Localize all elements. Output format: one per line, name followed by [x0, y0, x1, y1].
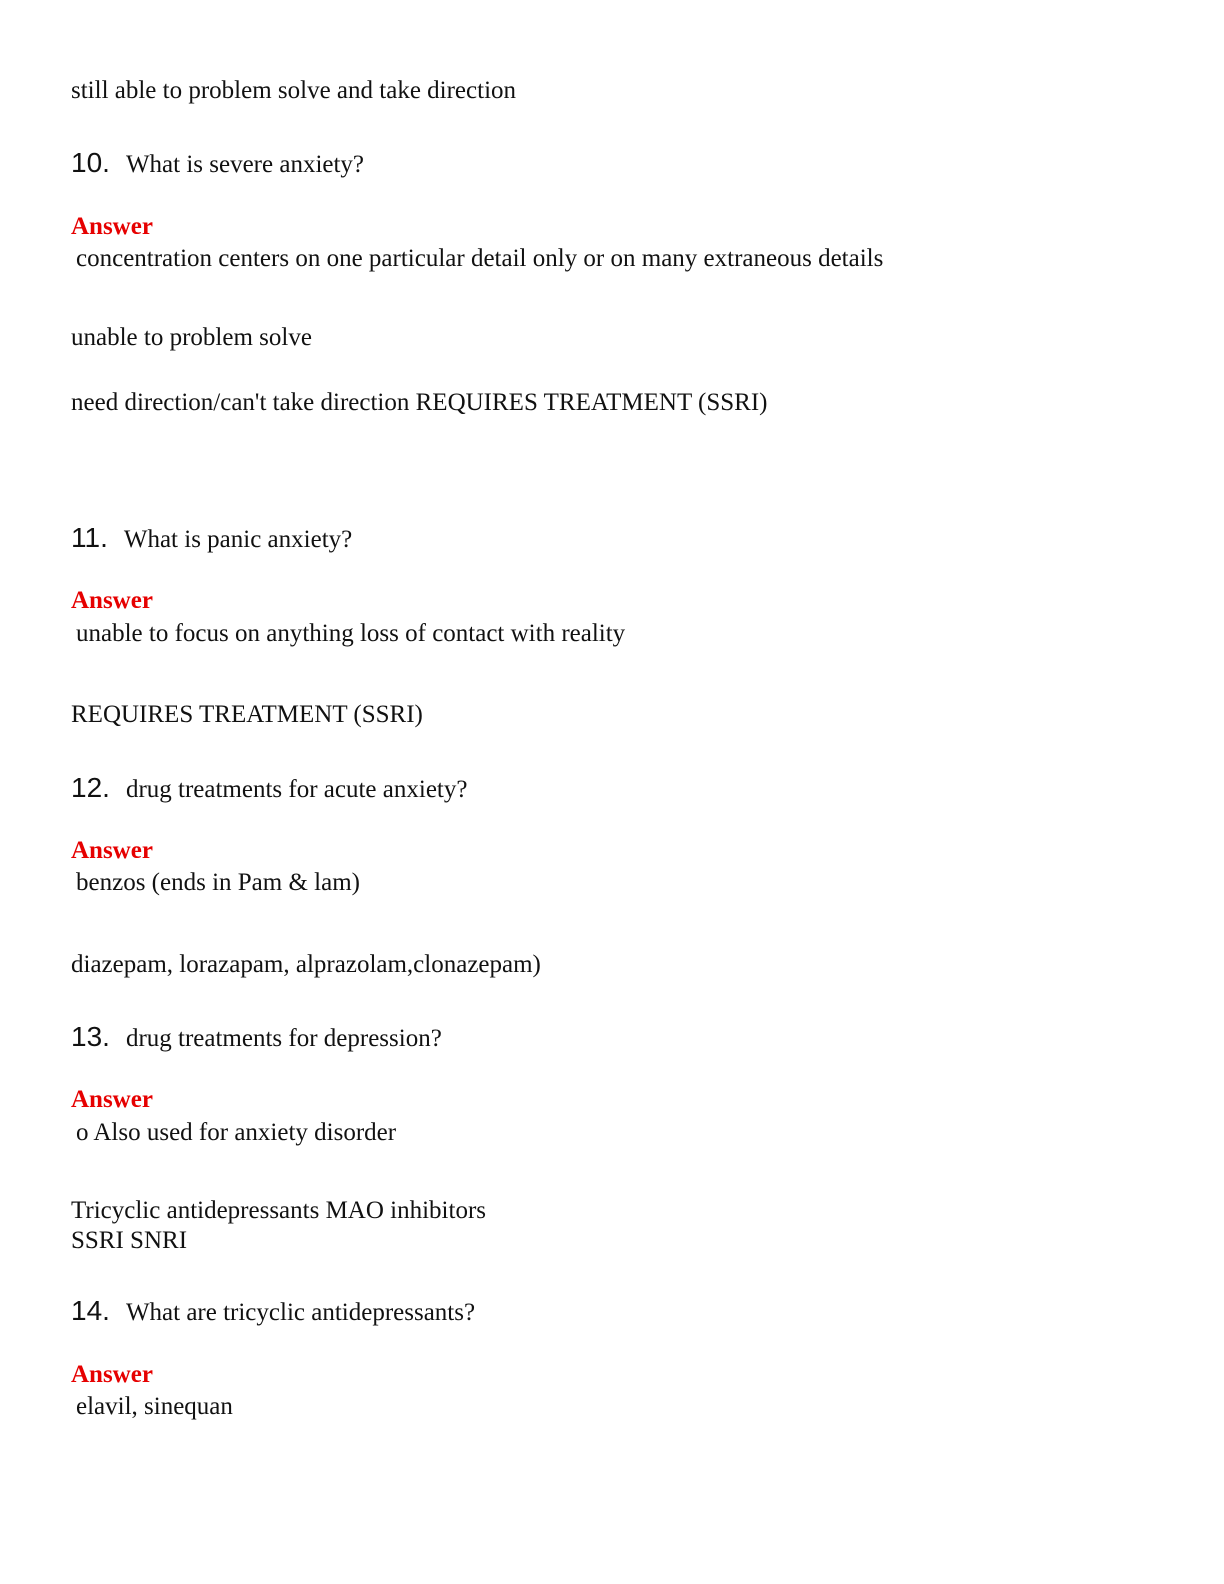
question-12 — [71, 773, 467, 805]
question-11 — [71, 523, 352, 555]
body-text: REQUIRES TREATMENT (SSRI) — [71, 701, 423, 728]
question-10 — [71, 148, 364, 180]
answer-label: Answer — [71, 213, 153, 240]
question-14 — [71, 1296, 475, 1328]
answer-label: Answer — [71, 837, 153, 864]
question-text: What is severe anxiety? — [125, 151, 365, 178]
answer-text: concentration centers on one particular detail only or on many extraneous details — [76, 245, 884, 272]
answer-text: elavil, sinequan — [76, 1393, 233, 1420]
body-text: unable to problem solve — [71, 324, 312, 351]
answer-text: benzos (ends in Pam & lam) — [76, 869, 360, 896]
answer-label: Answer — [71, 1361, 153, 1388]
body-text: Tricyclic antidepressants MAO inhibitors — [71, 1197, 487, 1224]
answer-label: Answer — [71, 587, 153, 614]
answer-text: o Also used for anxiety disorder — [76, 1119, 397, 1146]
question-text: What is panic anxiety? — [123, 526, 353, 553]
question-number: 14. — [71, 1295, 110, 1326]
answer-label: Answer — [71, 1086, 153, 1113]
body-text: need direction/can't take direction REQUIRES TREATMENT (SSRI) — [71, 389, 768, 416]
body-text: diazepam, lorazapam, alprazolam,clonazepam) — [71, 951, 541, 978]
question-13 — [71, 1022, 442, 1054]
question-number: 13. — [71, 1021, 110, 1052]
question-number: 10. — [71, 147, 110, 178]
question-text: drug treatments for depression? — [125, 1025, 442, 1052]
question-text: drug treatments for acute anxiety? — [125, 776, 468, 803]
body-text: still able to problem solve and take direction — [71, 77, 517, 104]
answer-text: unable to focus on anything loss of contact with reality — [76, 620, 626, 647]
question-number: 11. — [71, 522, 108, 553]
body-text: SSRI SNRI — [71, 1227, 188, 1254]
question-text: What are tricyclic antidepressants? — [125, 1299, 476, 1326]
question-number: 12. — [71, 772, 110, 803]
